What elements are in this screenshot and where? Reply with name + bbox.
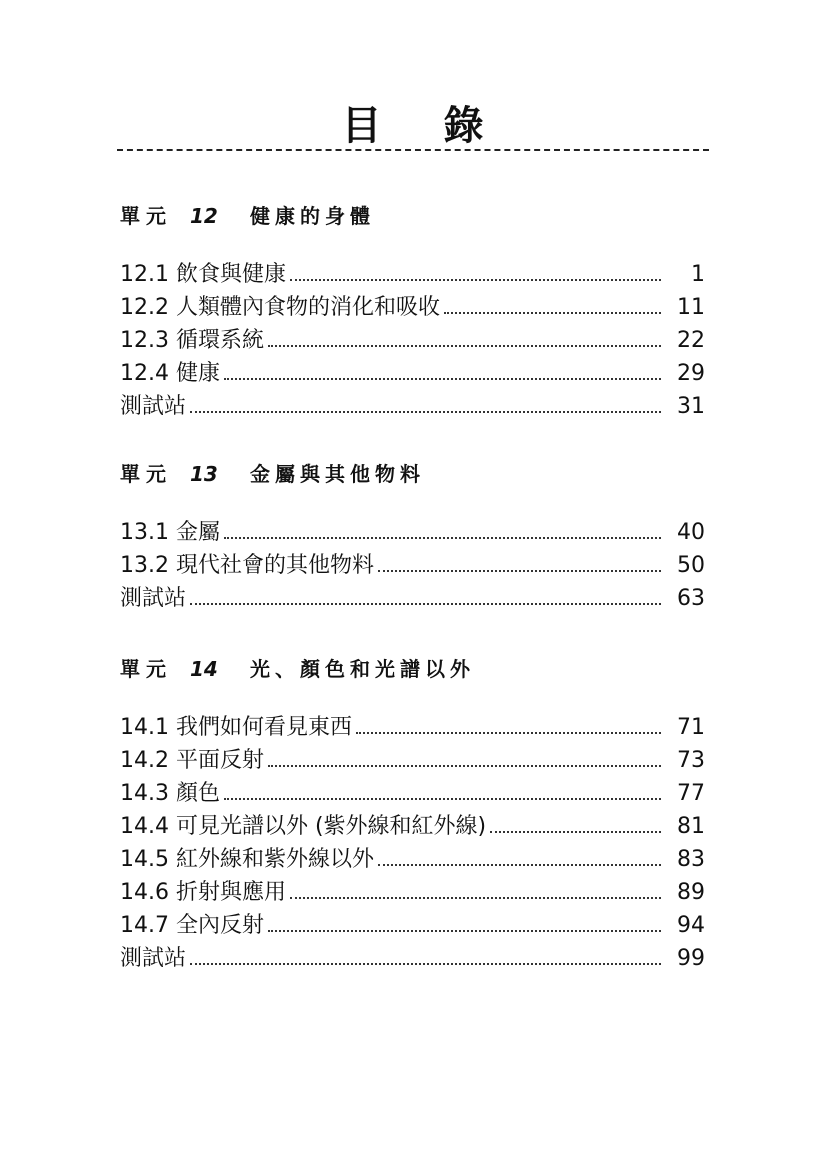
dot-leader [268, 765, 661, 767]
unit-heading [120, 653, 705, 685]
entry-page-number: 11 [677, 295, 705, 320]
unit-label: 單元 [120, 657, 172, 681]
entry-title: 14.3 顏色 [120, 781, 220, 806]
entry-page-number: 71 [677, 715, 705, 740]
unit-label: 單元 [120, 462, 172, 486]
dot-leader [378, 864, 661, 866]
toc-entry[interactable] [120, 777, 705, 810]
entry-title: 14.5 紅外線和紫外線以外 [120, 847, 374, 872]
entry-title: 12.3 循環系統 [120, 328, 264, 353]
unit-section-14 [120, 653, 705, 975]
dot-leader [268, 345, 661, 347]
title-divider [117, 149, 709, 151]
entry-page-number: 77 [677, 781, 705, 806]
unit-label: 單元 [120, 204, 172, 228]
entry-title: 14.2 平面反射 [120, 748, 264, 773]
entry-page-number: 22 [677, 328, 705, 353]
toc-entry[interactable] [120, 357, 705, 390]
entry-page-number: 29 [677, 361, 705, 386]
entry-page-number: 63 [677, 586, 705, 611]
entry-page-number: 1 [691, 262, 705, 287]
entry-page-number: 40 [677, 520, 705, 545]
toc-list [120, 258, 705, 423]
dot-leader [290, 279, 661, 281]
entry-title: 12.4 健康 [120, 361, 220, 386]
toc-entry[interactable] [120, 549, 705, 582]
toc-entry[interactable] [120, 744, 705, 777]
entry-title: 測試站 [120, 394, 187, 419]
unit-number: 12 [190, 204, 218, 228]
dot-leader [268, 930, 661, 932]
entry-page-number: 31 [677, 394, 705, 419]
unit-title: 金屬與其他物料 [250, 462, 425, 486]
toc-entry[interactable] [120, 582, 705, 615]
entry-page-number: 99 [677, 946, 705, 971]
entry-title: 14.7 全內反射 [120, 913, 264, 938]
unit-title: 健康的身體 [250, 204, 375, 228]
entry-title: 14.1 我們如何看見東西 [120, 715, 352, 740]
dot-leader [444, 312, 661, 314]
entry-page-number: 83 [677, 847, 705, 872]
toc-entry[interactable] [120, 843, 705, 876]
dot-leader [190, 963, 661, 965]
dot-leader [190, 603, 661, 605]
toc-list [120, 516, 705, 615]
entry-title: 12.1 飲食與健康 [120, 262, 286, 287]
entry-title: 14.6 折射與應用 [120, 880, 286, 905]
entry-page-number: 81 [677, 814, 705, 839]
toc-entry[interactable] [120, 876, 705, 909]
entry-title: 12.2 人類體內食物的消化和吸收 [120, 295, 440, 320]
entry-title: 測試站 [120, 946, 187, 971]
dot-leader [224, 537, 661, 539]
toc-entry[interactable] [120, 390, 705, 423]
entry-title: 測試站 [120, 586, 187, 611]
toc-entry[interactable] [120, 942, 705, 975]
unit-number: 13 [190, 462, 218, 486]
dot-leader [290, 897, 661, 899]
toc-list [120, 711, 705, 975]
dot-leader [224, 378, 661, 380]
unit-section-13 [120, 458, 705, 615]
unit-heading [120, 200, 705, 232]
unit-section-12 [120, 200, 705, 423]
dot-leader [356, 732, 661, 734]
page-title: 目 錄 [341, 103, 508, 149]
toc-entry[interactable] [120, 258, 705, 291]
toc-entry[interactable] [120, 324, 705, 357]
unit-number: 14 [190, 657, 218, 681]
toc-entry[interactable] [120, 909, 705, 942]
dot-leader [190, 411, 661, 413]
toc-entry[interactable] [120, 291, 705, 324]
entry-page-number: 89 [677, 880, 705, 905]
entry-title: 13.1 金屬 [120, 520, 220, 545]
toc-entry[interactable] [120, 810, 705, 843]
toc-entry[interactable] [120, 711, 705, 744]
entry-title: 13.2 現代社會的其他物料 [120, 553, 374, 578]
dot-leader [378, 570, 661, 572]
entry-page-number: 94 [677, 913, 705, 938]
unit-title: 光、顏色和光譜以外 [250, 657, 475, 681]
dot-leader [224, 798, 661, 800]
entry-title: 14.4 可見光譜以外 (紫外線和紅外線) [120, 814, 487, 839]
entry-page-number: 73 [677, 748, 705, 773]
entry-page-number: 50 [677, 553, 705, 578]
dot-leader [490, 831, 661, 833]
unit-heading [120, 458, 705, 490]
toc-entry[interactable] [120, 516, 705, 549]
